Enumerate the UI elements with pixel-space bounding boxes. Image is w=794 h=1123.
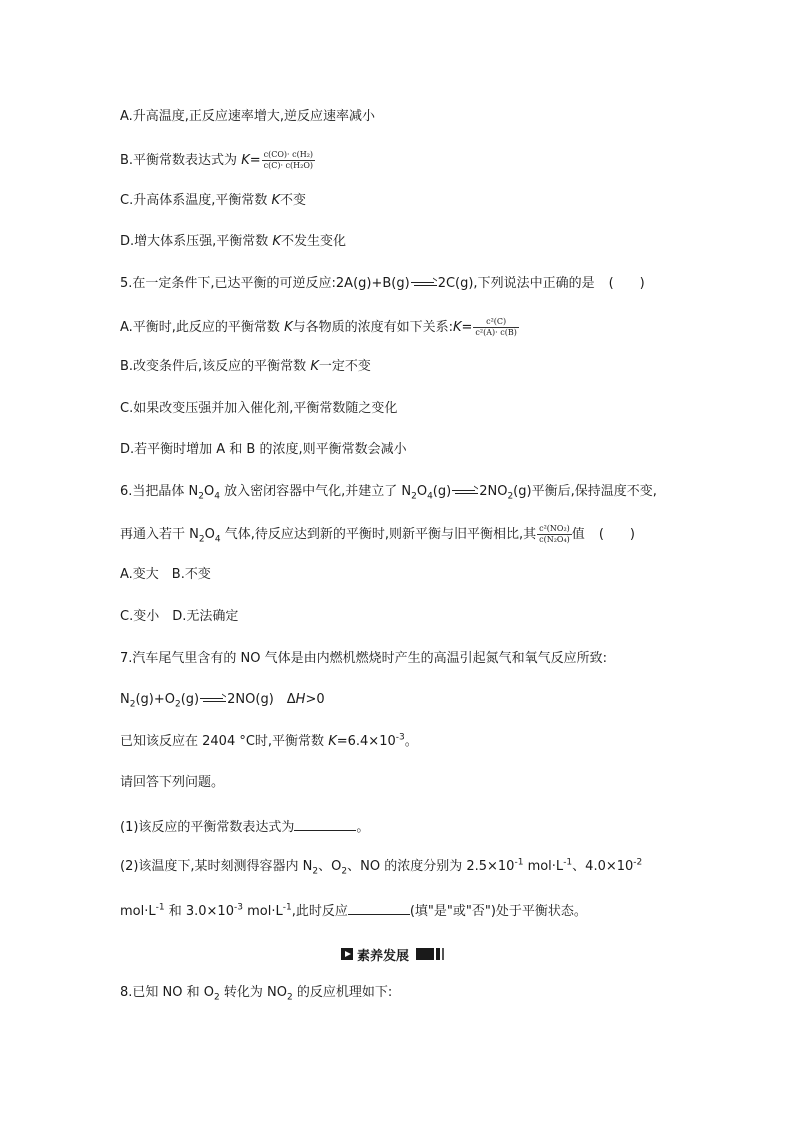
- q7-known: 已知该反应在 2404 °C时,平衡常数 $K=6.4\times 10^{-3}$。: [120, 732, 418, 749]
- q7-reaction: $N_2(g)+O_2(g)$ 2NO(g) ΔH>0: [120, 692, 325, 710]
- q4-b-fraction: $\frac{\text{c(CO)· c(H₂)}}{\text{c(C)· c(H₂O)}}$: [263, 150, 314, 170]
- q7-sub2-line2: $mol\cdot L^{-1}$ 和 $3.0\times 10^{-3}$ $mol\cdot L^{-1}$,此时反应 (填"是"或"否")处于平衡状态。: [120, 900, 587, 921]
- q5-option-c: C.如果改变压强并加入催化剂,平衡常数随之变化: [120, 401, 398, 416]
- answer-blank-1[interactable]: [294, 816, 356, 831]
- answer-blank-2[interactable]: [348, 900, 410, 915]
- q6-options-cd: C.变小 D.无法确定: [120, 609, 239, 624]
- q5-a-fraction: $\frac{\text{c²(C)}}{\text{c²(A)· c(B)}}$: [475, 317, 517, 337]
- q4-option-a: A.升高温度,正反应速率增大,逆反应速率减小: [120, 109, 376, 124]
- q5-stem: 5.在一定条件下,已达平衡的可逆反应:2A(g)+B(g) 2C(g),下列说法中正确的是 ( ): [120, 276, 645, 291]
- play-triangle-icon: [341, 948, 353, 960]
- q6-stem-line2: 再通入若干 $N_2O_4$ 气体,待反应达到新的平衡时,则新平衡与旧平衡相比,其 $\frac{\text{c²(NO₂)}}{\text{c(N₂O₄)}}$ 值 ( ): [120, 524, 635, 545]
- q7-sub1: (1)该反应的平衡常数表达式为 。: [120, 816, 369, 837]
- q7-stem: 7.汽车尾气里含有的 NO 气体是由内燃机燃烧时产生的高温引起氮气和氧气反应所致:: [120, 651, 608, 666]
- q7-sub2-line1: (2)该温度下,某时刻测得容器内 $N_2$、$O_2$、NO 的浓度分别为 $2.5\times 10^{-1}$ $mol\cdot L^{-1}$、$4.0\times 10^{-2}$: [120, 857, 643, 877]
- equilibrium-arrow-icon: [452, 487, 478, 497]
- section-header: [341, 946, 444, 962]
- q6-options-ab: A.变大 B.不变: [120, 567, 211, 582]
- q5-option-a: A.平衡时,此反应的平衡常数 K与各物质的浓度有如下关系:K= $\frac{\text{c²(C)}}{\text{c²(A)· c(B)}}$: [120, 317, 517, 337]
- section-title: 素养发展: [357, 948, 410, 964]
- q5-option-d: D.若平衡时增加 A 和 B 的浓度,则平衡常数会减小: [120, 442, 407, 457]
- q7-ask: 请回答下列问题。: [120, 775, 225, 790]
- q4-option-c: C.升高体系温度,平衡常数 K不变: [120, 193, 307, 208]
- equilibrium-arrow-icon: [411, 279, 437, 289]
- q8-stem: 8.已知 NO 和 $O_2$ 转化为 $NO_2$ 的反应机理如下:: [120, 985, 393, 1003]
- decorative-bars-icon: [416, 948, 444, 960]
- q4-option-d: D.增大体系压强,平衡常数 K不发生变化: [120, 234, 346, 249]
- equilibrium-arrow-icon: [200, 695, 226, 705]
- q6-stem-line1: 6.当把晶体 $N_2O_4$ 放入密闭容器中气化,并建立了 $N_2O_4(g)$ $2NO_2(g)$平衡后,保持温度不变,: [120, 484, 657, 502]
- q4-option-b: B.平衡常数表达式为 K= $\frac{\text{c(CO)· c(H₂)}}{\text{c(C)· c(H₂O)}}$: [120, 150, 314, 170]
- q5-option-b: B.改变条件后,该反应的平衡常数 K一定不变: [120, 359, 371, 374]
- q6-fraction: $\frac{\text{c²(NO₂)}}{\text{c(N₂O₄)}}$: [539, 524, 570, 544]
